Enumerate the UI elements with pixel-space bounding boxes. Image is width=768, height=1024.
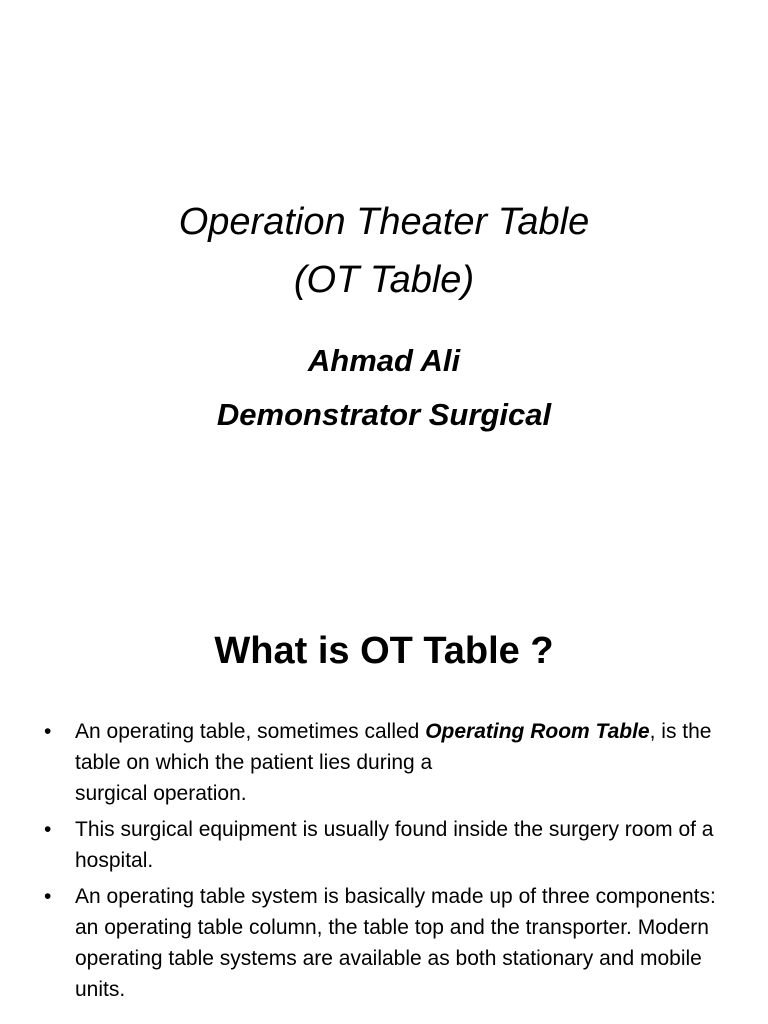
author-name: Ahmad Ali — [307, 343, 461, 378]
bullet3-text: An operating table system is basically made up of three components: an operating table column, the table top and the transporter. Modern operating table systems are available as both stationary and mobile units. — [75, 885, 716, 1001]
bullet-list — [40, 716, 740, 1010]
bullet1-text-end: surgical operation. — [75, 782, 247, 805]
bullet1-emphasis: Operating Room Table — [425, 720, 650, 743]
slide1-title — [0, 193, 768, 309]
bullet-item-2 — [40, 814, 740, 876]
bullet2-text: This surgical equipment is usually found inside the surgery room of a hospital. — [75, 818, 714, 872]
author-role: Demonstrator Surgical — [216, 397, 552, 432]
bullet-icon: • — [44, 818, 52, 841]
bullet1-text-post: , is the table on which the patient lies during a — [75, 720, 712, 774]
slide1-title-line2: (OT Table) — [293, 259, 475, 301]
bullet-icon: • — [44, 720, 52, 743]
author-block — [0, 334, 768, 442]
bullet1-text-pre: An operating table, sometimes called — [75, 720, 426, 743]
bullet-icon: • — [44, 885, 52, 908]
bullet-item-1 — [40, 716, 740, 809]
slide2-title: What is OT Table ? — [214, 630, 554, 672]
bullet-item-3 — [40, 881, 740, 1005]
slide1-title-line1: Operation Theater Table — [178, 201, 590, 243]
